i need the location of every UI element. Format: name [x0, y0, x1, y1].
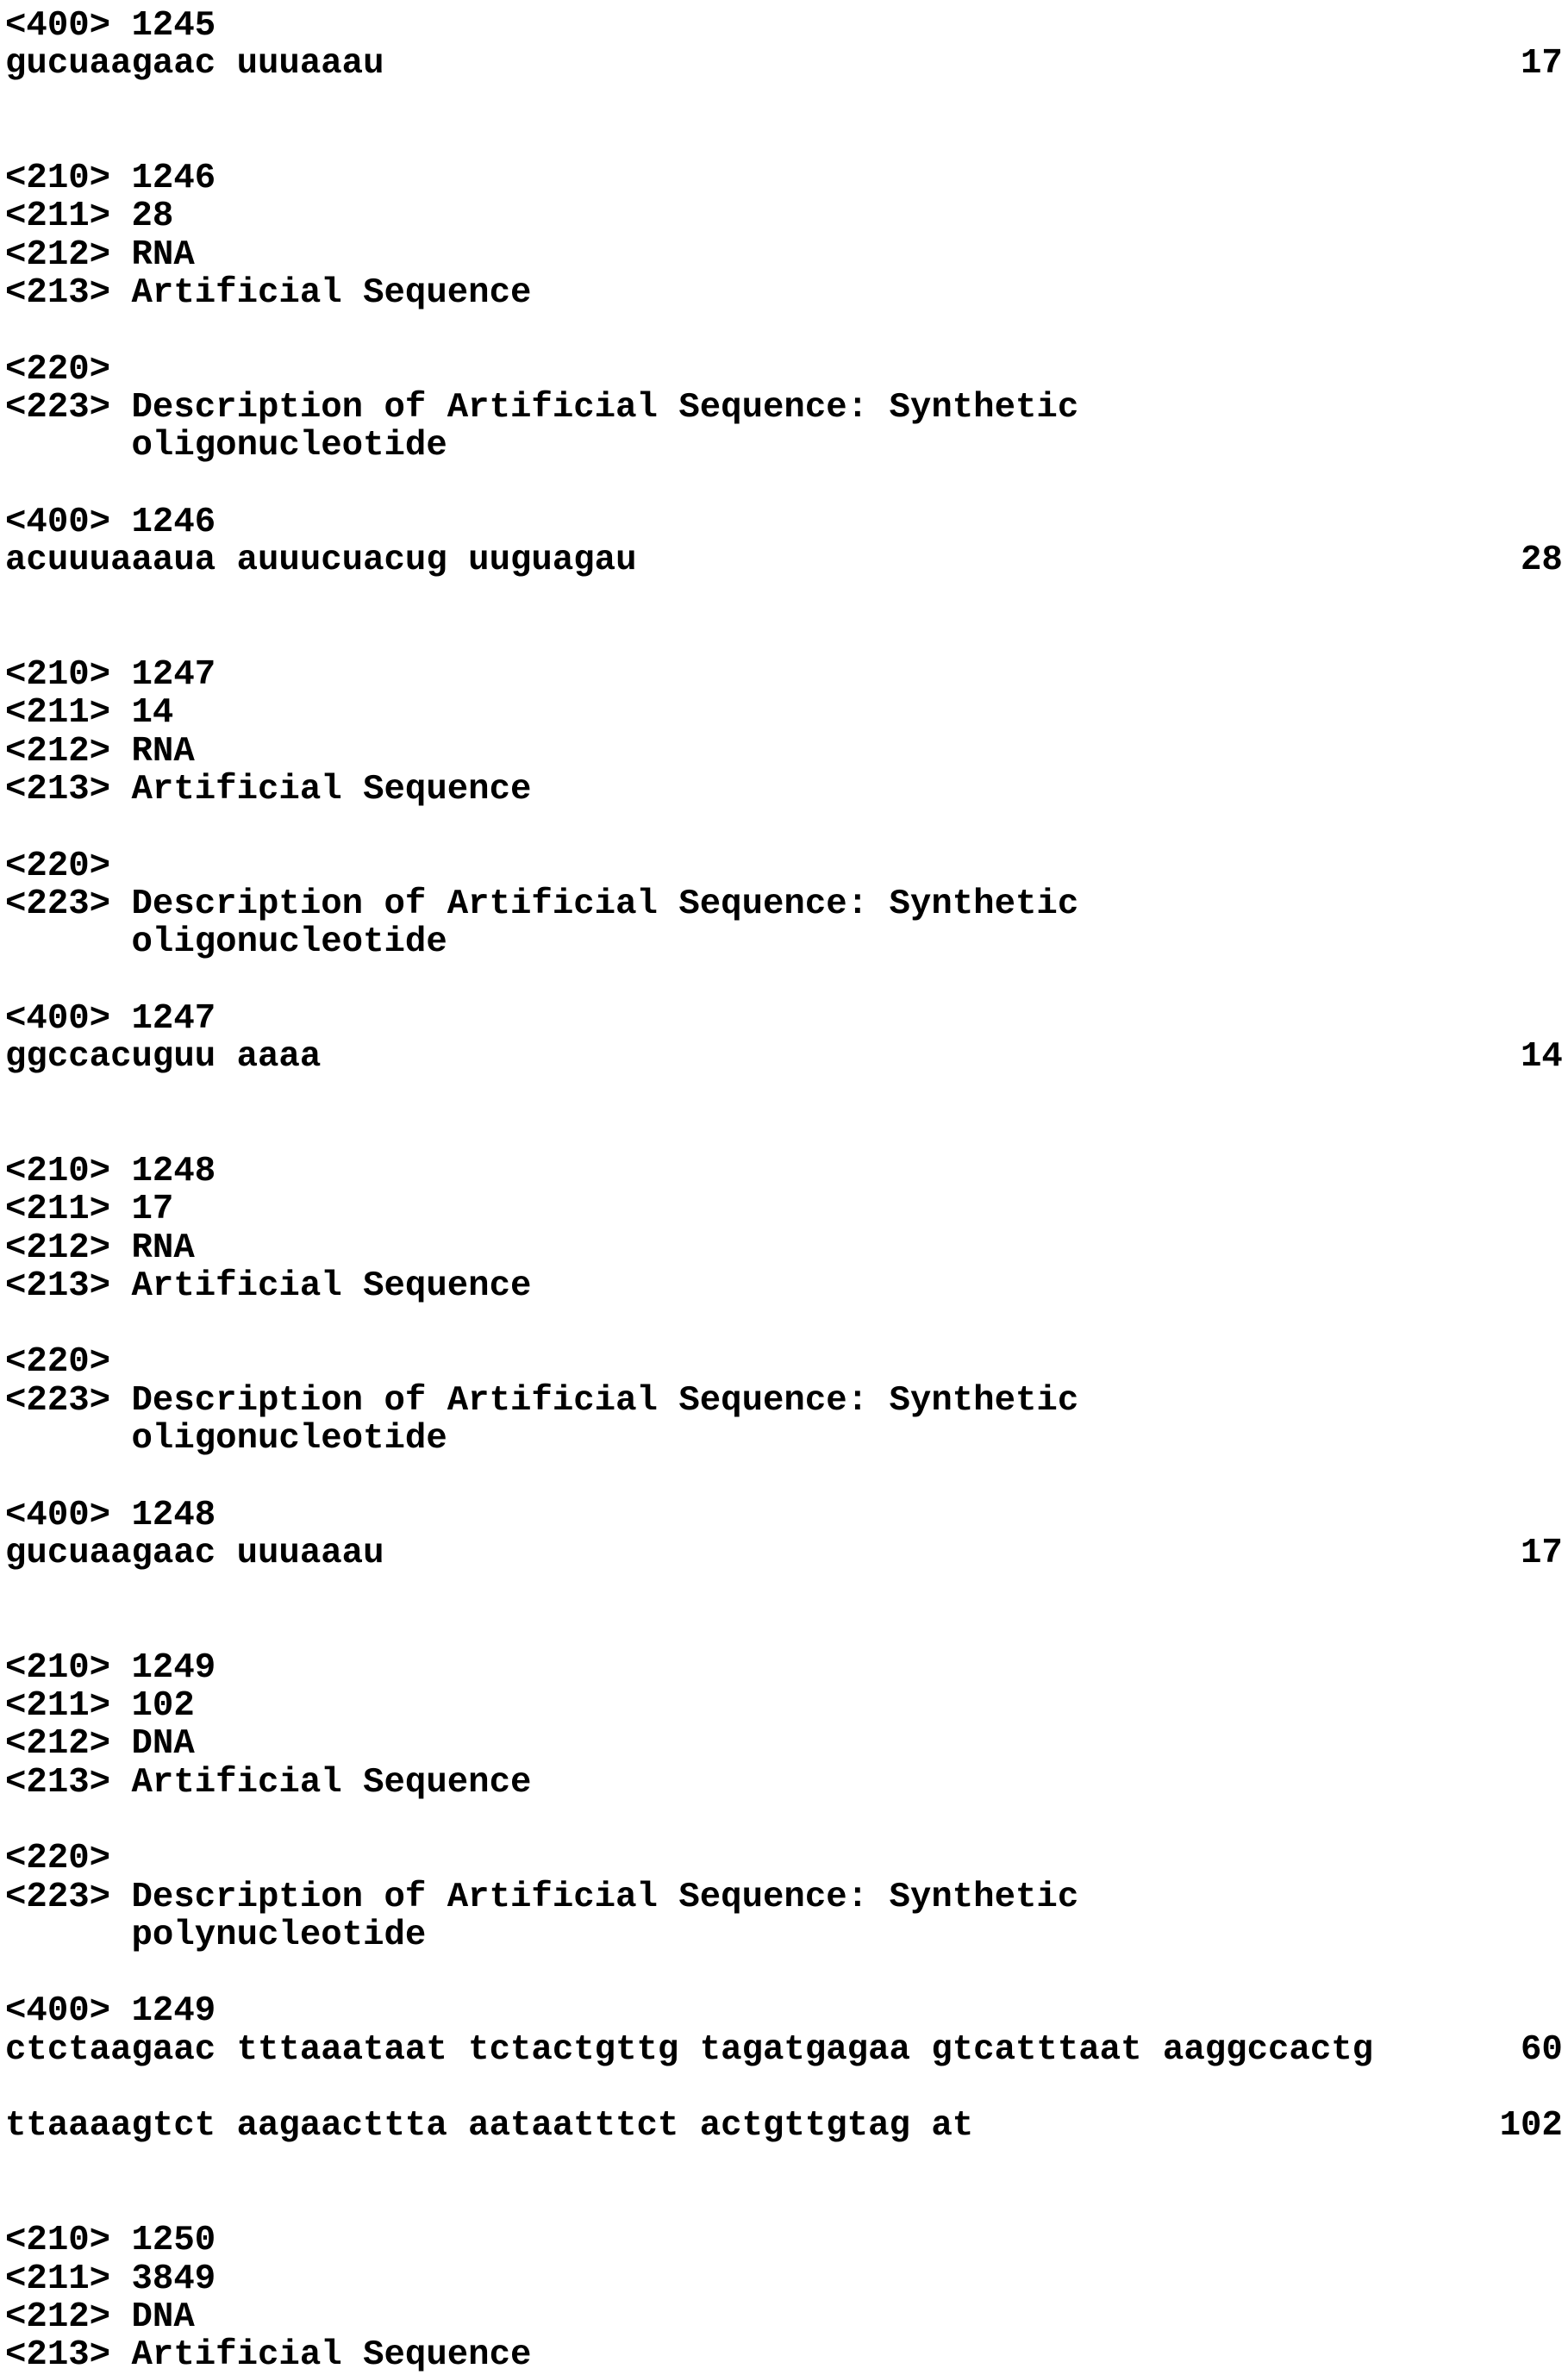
blank-line [5, 2184, 1568, 2222]
text-line: <223> Description of Artificial Sequence: Synthetic [5, 1380, 1079, 1421]
sequence-listing-text [5, 7, 1568, 2374]
text-line: <400> 1247 [5, 998, 216, 1039]
text-line: <400> 1246 [5, 502, 216, 542]
text-line: <213> Artificial Sequence [5, 273, 532, 314]
text-line: <212> RNA [5, 234, 195, 275]
text-line: oligonucleotide [5, 1418, 447, 1459]
blank-line [5, 1115, 1568, 1153]
text-line: <210> 1249 [5, 1647, 216, 1688]
blank-line [5, 1305, 1568, 1343]
text-line: <211> 102 [5, 1686, 195, 1727]
text-line: <400> 1248 [5, 1495, 216, 1535]
sequence-data-line: ggccacuguu aaaa 14 [5, 1037, 1563, 1078]
text-line: <213> Artificial Sequence [5, 769, 532, 809]
sequence-data-line: gucuaagaac uuuaaau 17 [5, 1533, 1563, 1573]
text-line: <213> Artificial Sequence [5, 1762, 532, 1803]
blank-line [5, 961, 1568, 999]
text-line: <213> Artificial Sequence [5, 1266, 532, 1306]
text-line: <210> 1246 [5, 159, 216, 199]
text-line: <211> 28 [5, 197, 174, 237]
sequence-data-line: ctctaagaac tttaaataat tctactgttg tagatgagaa gtcatttaat aaggccactg 60 [5, 2029, 1563, 2070]
text-line: <210> 1250 [5, 2221, 216, 2261]
blank-line [5, 122, 1568, 159]
text-line: <210> 1248 [5, 1151, 216, 1191]
text-line: <212> DNA [5, 1724, 195, 1765]
blank-line [5, 312, 1568, 350]
blank-line [5, 809, 1568, 847]
text-line: <220> [5, 846, 111, 886]
blank-line [5, 1458, 1568, 1496]
blank-line [5, 618, 1568, 656]
text-line: <220> [5, 349, 111, 390]
text-line: <211> 3849 [5, 2259, 216, 2299]
blank-line [5, 1802, 1568, 1840]
text-line: oligonucleotide [5, 426, 447, 466]
blank-line [5, 2146, 1568, 2184]
text-line: oligonucleotide [5, 922, 447, 963]
text-line: <212> DNA [5, 2297, 195, 2337]
sequence-data-line: gucuaagaac uuuaaau 17 [5, 44, 1563, 84]
text-line: <223> Description of Artificial Sequence: Synthetic [5, 387, 1079, 428]
text-line: <211> 17 [5, 1190, 174, 1230]
blank-line [5, 579, 1568, 617]
text-line: <400> 1245 [5, 6, 216, 46]
blank-line [5, 1954, 1568, 1992]
text-line: <211> 14 [5, 693, 174, 734]
blank-line [5, 1076, 1568, 1114]
blank-line [5, 1572, 1568, 1610]
text-line: <210> 1247 [5, 655, 216, 696]
text-line: <400> 1249 [5, 1991, 216, 2032]
text-line: <212> RNA [5, 731, 195, 772]
text-line: polynucleotide [5, 1915, 427, 1955]
text-line: <223> Description of Artificial Sequence: Synthetic [5, 1877, 1079, 1917]
text-line: <220> [5, 1839, 111, 1879]
text-line: <212> RNA [5, 1228, 195, 1268]
text-line: <220> [5, 1342, 111, 1383]
blank-line [5, 466, 1568, 503]
text-line: <223> Description of Artificial Sequence: Synthetic [5, 884, 1079, 924]
text-line: <213> Artificial Sequence [5, 2335, 532, 2375]
blank-line [5, 2069, 1568, 2107]
blank-line [5, 84, 1568, 122]
sequence-data-line: acuuuaaaua auuucuacug uuguagau 28 [5, 541, 1563, 581]
blank-line [5, 1610, 1568, 1648]
sequence-data-line: ttaaaagtct aagaacttta aataatttct actgttgtag at 102 [5, 2106, 1563, 2147]
